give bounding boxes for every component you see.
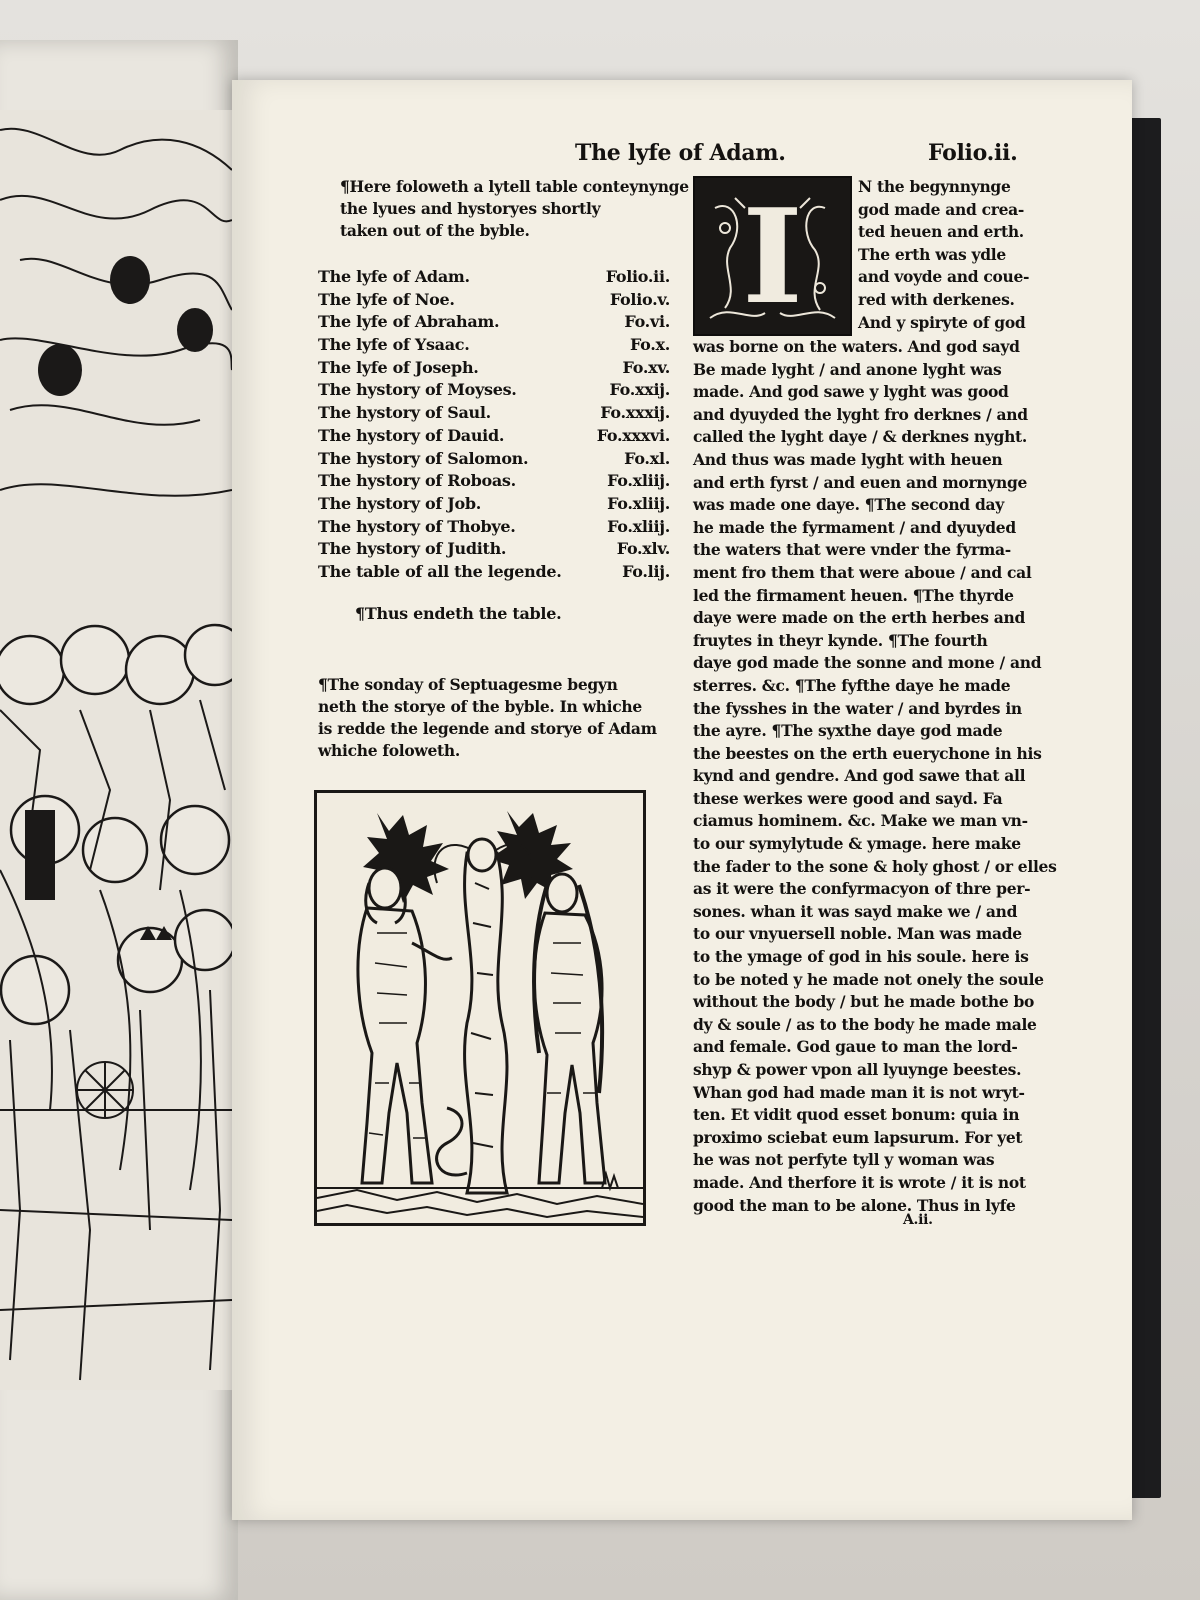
text-line: daye were made on the erth herbes and bbox=[693, 608, 1026, 628]
text-line: ted heuen and erth. bbox=[858, 222, 1024, 242]
toc-row bbox=[318, 289, 670, 312]
folio-number: Folio.ii. bbox=[928, 140, 1018, 166]
toc-row bbox=[318, 425, 670, 448]
toc-row bbox=[318, 379, 670, 402]
toc-row bbox=[318, 402, 670, 425]
text-line: shyp & power vpon all lyuynge beestes. bbox=[693, 1060, 1022, 1079]
toc-folio: Fo.xliij. bbox=[607, 493, 670, 513]
text-line: and female. God gaue to man the lord- bbox=[693, 1037, 1018, 1057]
initial-letter: I bbox=[742, 179, 803, 333]
left-page bbox=[0, 40, 238, 1600]
text-line: Be made lyght / and anone lyght was bbox=[693, 359, 1002, 379]
toc-title: The hystory of Thobye. bbox=[318, 516, 516, 536]
text-column-beside-initial bbox=[858, 176, 1048, 334]
text-line: called the lyght daye / & derknes nyght. bbox=[693, 427, 1027, 447]
toc-folio: Fo.xxxij. bbox=[600, 403, 670, 423]
text-line: proximo sciebat eum lapsurum. For yet bbox=[693, 1127, 1023, 1147]
text-line: led the firmament heuen. ¶The thyrde bbox=[693, 585, 1014, 605]
text-line: and voyde and coue- bbox=[858, 267, 1030, 287]
text-line: the ayre. ¶The syxthe daye god made bbox=[693, 721, 1003, 741]
text-line: to be noted y he made not onely the soule bbox=[693, 969, 1044, 989]
intro-line: taken out of the byble. bbox=[340, 221, 530, 240]
toc-row bbox=[318, 448, 670, 471]
rubric-line: is redde the legende and storye of Adam bbox=[318, 719, 657, 738]
main-text-column bbox=[693, 336, 1057, 1217]
toc-folio: Fo.lij. bbox=[622, 561, 670, 581]
toc-title: The lyfe of Abraham. bbox=[318, 312, 500, 332]
intro-line: the lyues and hystoryes shortly bbox=[340, 199, 601, 218]
text-line: fruytes in theyr kynde. ¶The fourth bbox=[693, 630, 988, 650]
toc-row bbox=[318, 266, 670, 289]
toc-row bbox=[318, 334, 670, 357]
text-line: made. And therfore it is wrote / it is not bbox=[693, 1172, 1026, 1192]
text-line: the beestes on the erth euerychone in his bbox=[693, 743, 1042, 763]
toc-title: The table of all the legende. bbox=[318, 561, 562, 581]
toc-row bbox=[318, 311, 670, 334]
toc-title: The lyfe of Joseph. bbox=[318, 357, 479, 377]
text-line: was borne on the waters. And god sayd bbox=[693, 337, 1020, 356]
text-line: Whan god had made man it is not wryt- bbox=[693, 1082, 1025, 1102]
text-line: dy & soule / as to the body he made male bbox=[693, 1014, 1037, 1034]
text-line: sterres. &c. ¶The fyfthe daye he made bbox=[693, 675, 1011, 695]
text-line: without the body / but he made bothe bo bbox=[693, 992, 1035, 1012]
toc-title: The hystory of Judith. bbox=[318, 539, 507, 559]
rubric-line: ¶The sonday of Septuagesme begyn bbox=[318, 675, 618, 694]
text-line: and erth fyrst / and euen and mornynge bbox=[693, 472, 1028, 492]
toc-folio: Fo.x. bbox=[629, 335, 670, 355]
text-line: as it were the confyrmacyon of thre per- bbox=[693, 879, 1031, 899]
text-line: to our vnyuersell noble. Man was made bbox=[693, 924, 1022, 944]
text-line: kynd and gendre. And god sawe that all bbox=[693, 766, 1026, 786]
toc-row bbox=[318, 516, 670, 539]
text-line: made. And god sawe y lyght was good bbox=[693, 382, 1009, 402]
adam-and-eve-woodcut bbox=[314, 790, 646, 1226]
toc-folio: Fo.xlv. bbox=[616, 539, 670, 559]
toc-title: The hystory of Dauid. bbox=[318, 425, 505, 445]
text-line: he was not perfyte tyll y woman was bbox=[693, 1150, 995, 1170]
toc-folio: Fo.xliij. bbox=[607, 516, 670, 536]
text-line: to the ymage of god in his soule. here is bbox=[693, 947, 1029, 967]
text-line: ten. Et vidit quod esset bonum: quia in bbox=[693, 1105, 1020, 1125]
text-line: red with derkenes. bbox=[858, 289, 1015, 309]
text-line: the fysshes in the water / and byrdes in bbox=[693, 698, 1022, 718]
toc-title: The hystory of Moyses. bbox=[318, 380, 517, 400]
signature-mark: A.ii. bbox=[903, 1212, 933, 1228]
toc-title: The hystory of Roboas. bbox=[318, 471, 516, 491]
toc-title: The hystory of Salomon. bbox=[318, 448, 529, 468]
text-line: good the man to be alone. Thus in lyfe bbox=[693, 1195, 1016, 1215]
toc-folio: Fo.xv. bbox=[622, 357, 670, 377]
toc-row bbox=[318, 470, 670, 493]
text-line: N the begynnynge bbox=[858, 177, 1011, 196]
text-line: god made and crea- bbox=[858, 199, 1025, 219]
toc-title: The lyfe of Ysaac. bbox=[318, 335, 470, 355]
saints-woodcut-illustration bbox=[0, 110, 232, 1390]
running-head: The lyfe of Adam. bbox=[575, 140, 786, 166]
toc-row bbox=[318, 538, 670, 561]
toc-row bbox=[318, 357, 670, 380]
text-line: the waters that were vnder the fyrma- bbox=[693, 540, 1011, 560]
toc-title: The hystory of Saul. bbox=[318, 403, 491, 423]
text-line: he made the fyrmament / and dyuyded bbox=[693, 517, 1016, 537]
toc-folio: Fo.xl. bbox=[624, 448, 670, 468]
toc-folio: Fo.vi. bbox=[624, 312, 670, 332]
toc-folio: Fo.xxxvi. bbox=[596, 425, 670, 445]
text-line: sones. whan it was sayd make we / and bbox=[693, 901, 1018, 921]
text-line: The erth was ydle bbox=[858, 244, 1006, 264]
toc-row bbox=[318, 561, 670, 584]
text-line: ment fro them that were aboue / and cal bbox=[693, 562, 1032, 582]
intro-line: ¶Here foloweth a lytell table conteynynge bbox=[340, 177, 689, 196]
toc-title: The hystory of Job. bbox=[318, 493, 482, 513]
toc-folio: Folio.v. bbox=[609, 289, 670, 309]
text-line: And thus was made lyght with heuen bbox=[693, 449, 1003, 469]
toc-folio: Folio.ii. bbox=[605, 267, 670, 286]
text-line: and dyuyded the lyght fro derknes / and bbox=[693, 404, 1028, 424]
toc-folio: Fo.xliij. bbox=[607, 471, 670, 491]
text-line: these werkes were good and sayd. Fa bbox=[693, 788, 1003, 808]
toc-folio: Fo.xxij. bbox=[609, 380, 670, 400]
septuagesima-rubric bbox=[318, 674, 663, 762]
text-line: the fader to the sone & holy ghost / or elles bbox=[693, 856, 1057, 876]
text-line: And y spiryte of god bbox=[858, 312, 1026, 332]
text-line: to our symylytude & ymage. here make bbox=[693, 834, 1021, 854]
table-end-line: ¶Thus endeth the table. bbox=[355, 604, 562, 623]
table-introduction bbox=[340, 176, 689, 242]
decorated-initial bbox=[693, 176, 852, 336]
text-line: ciamus hominem. &c. Make we man vn- bbox=[693, 811, 1028, 831]
toc-title: The lyfe of Noe. bbox=[318, 289, 455, 309]
table-of-contents bbox=[318, 266, 670, 584]
text-line: was made one daye. ¶The second day bbox=[693, 495, 1004, 515]
rubric-line: neth the storye of the byble. In whiche bbox=[318, 697, 642, 716]
toc-row bbox=[318, 493, 670, 516]
text-line: daye god made the sonne and mone / and bbox=[693, 653, 1042, 673]
toc-title: The lyfe of Adam. bbox=[318, 267, 470, 286]
rubric-line: whiche foloweth. bbox=[318, 741, 460, 760]
